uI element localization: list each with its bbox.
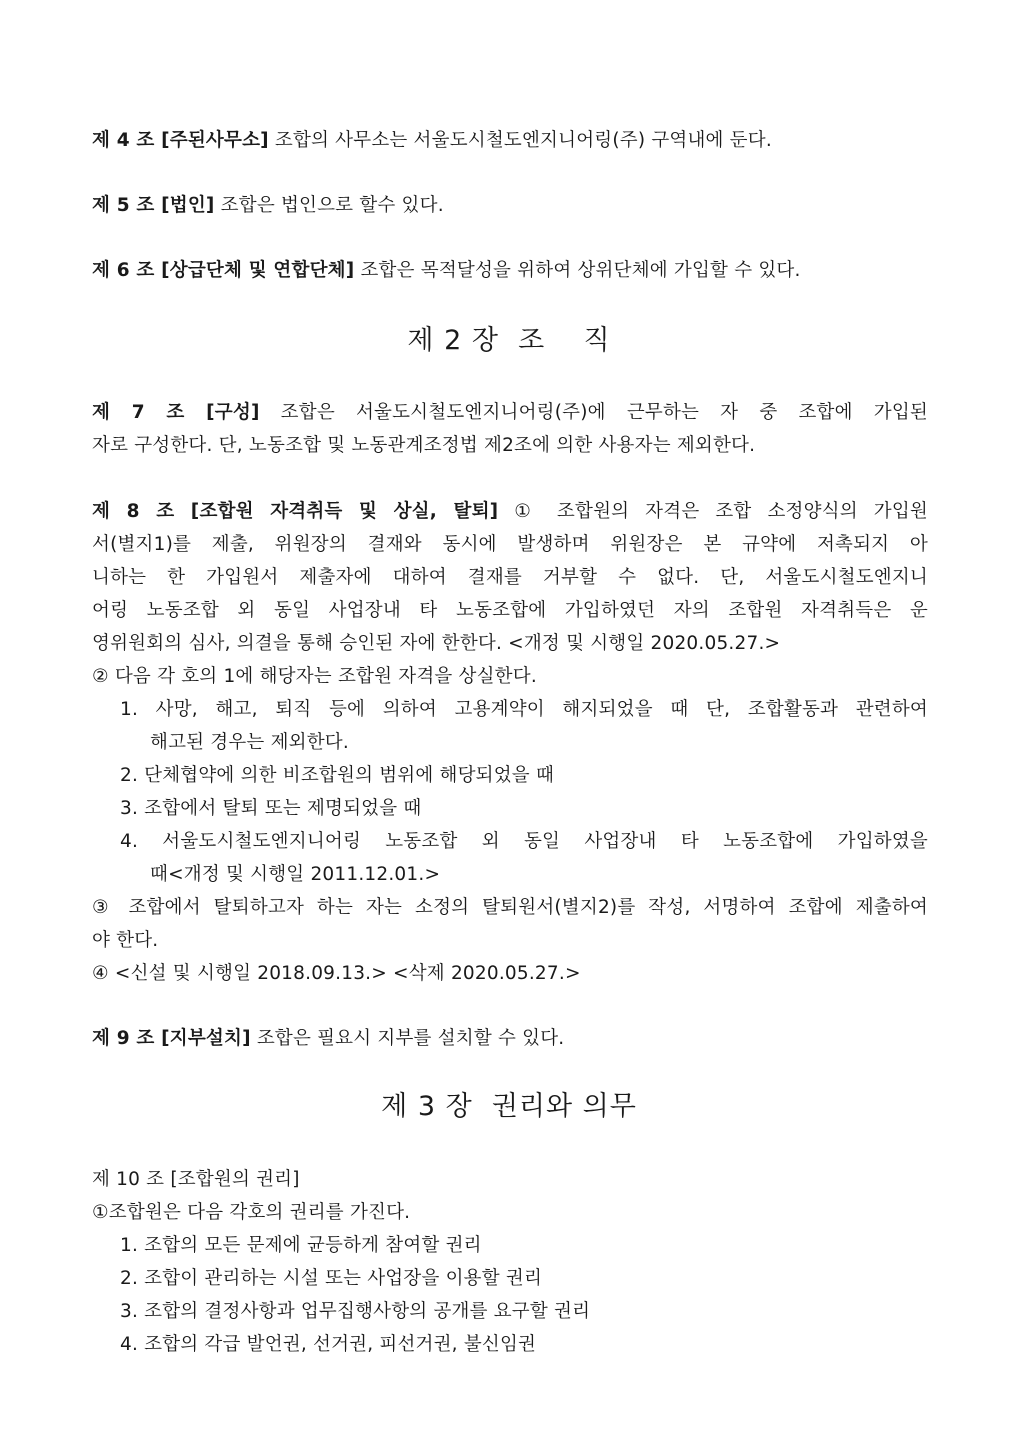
article-8-line-3: 니하는 한 가입원서 제출자에 대하여 결재를 거부할 수 없다. 단, 서울도시철도엔지니 xyxy=(92,567,928,588)
article-10-item-4: 4. 조합의 각급 발언권, 선거권, 피선거권, 불신임권 xyxy=(120,1334,537,1355)
article-8-line-4: 어링 노동조합 외 동일 사업장내 타 노동조합에 가입하였던 자의 조합원 자격취득은 운 xyxy=(92,600,928,621)
article-10-heading: 제 10 조 [조합원의 권리] xyxy=(92,1169,300,1190)
chapter-2-title: 제 2 장 조 직 xyxy=(407,325,611,356)
article-8-paragraph-4: ④ <신설 및 시행일 2018.09.13.> <삭제 2020.05.27.> xyxy=(92,963,581,984)
article-8-item-4-cont: 때<개정 및 시행일 2011.12.01.> xyxy=(150,864,441,885)
article-8-text: ① 조합원의 자격은 조합 소정양식의 가입원 xyxy=(498,501,929,522)
article-8-item-2: 2. 단체협약에 의한 비조합원의 범위에 해당되었을 때 xyxy=(120,765,555,786)
article-7-heading: 제 7 조 [구성] xyxy=(92,402,260,423)
article-6 xyxy=(92,254,928,287)
article-8-line-1 xyxy=(92,495,928,528)
article-8-paragraph-2: ② 다음 각 호의 1에 해당자는 조합원 자격을 상실한다. xyxy=(92,666,537,687)
article-8-paragraph-3-cont: 야 한다. xyxy=(92,930,159,951)
article-4 xyxy=(92,124,928,157)
article-8-line-5: 영위원회의 심사, 의결을 통해 승인된 자에 한한다. <개정 및 시행일 2020.05.27.> xyxy=(92,633,781,654)
article-8-item-1: 1. 사망, 해고, 퇴직 등에 의하여 고용계약이 해지되었을 때 단, 조합활동과 관련하여 xyxy=(120,699,928,720)
article-5-text: 조합은 법인으로 할수 있다. xyxy=(214,195,444,216)
article-8-item-4: 4. 서울도시철도엔지니어링 노동조합 외 동일 사업장내 타 노동조합에 가입하였을 xyxy=(120,831,928,852)
article-5 xyxy=(92,189,928,222)
article-5-heading: 제 5 조 [법인] xyxy=(92,195,215,216)
article-9 xyxy=(92,1022,928,1055)
article-7-line-1 xyxy=(92,396,928,429)
chapter-3-title: 제 3 장 권리와 의무 xyxy=(381,1091,637,1122)
article-6-heading: 제 6 조 [상급단체 및 연합단체] xyxy=(92,260,355,281)
article-10-paragraph-1: ①조합원은 다음 각호의 권리를 가진다. xyxy=(92,1202,411,1223)
article-8-heading: 제 8 조 [조합원 자격취득 및 상실, 탈퇴] xyxy=(92,501,499,522)
article-6-text: 조합은 목적달성을 위하여 상위단체에 가입할 수 있다. xyxy=(354,260,801,281)
article-8-paragraph-3: ③ 조합에서 탈퇴하고자 하는 자는 소정의 탈퇴원서(별지2)를 작성, 서명하여 조합에 제출하여 xyxy=(92,897,928,918)
article-9-text: 조합은 필요시 지부를 설치할 수 있다. xyxy=(250,1028,565,1049)
article-10-item-2: 2. 조합이 관리하는 시설 또는 사업장을 이용할 권리 xyxy=(120,1268,543,1289)
article-4-text: 조합의 사무소는 서울도시철도엔지니어링(주) 구역내에 둔다. xyxy=(268,130,772,151)
article-10-item-1: 1. 조합의 모든 문제에 균등하게 참여할 권리 xyxy=(120,1235,482,1256)
article-7-line-2: 자로 구성한다. 단, 노동조합 및 노동관계조정법 제2조에 의한 사용자는 제외한다. xyxy=(92,435,756,456)
article-8-line-2: 서(별지1)를 제출, 위원장의 결재와 동시에 발생하며 위원장은 본 규약에 저촉되지 아 xyxy=(92,534,928,555)
article-9-heading: 제 9 조 [지부설치] xyxy=(92,1028,251,1049)
article-10-item-3: 3. 조합의 결정사항과 업무집행사항의 공개를 요구할 권리 xyxy=(120,1301,591,1322)
article-4-heading: 제 4 조 [주된사무소] xyxy=(92,130,269,151)
article-8-item-1-cont: 해고된 경우는 제외한다. xyxy=(150,732,349,753)
article-7-text: 조합은 서울도시철도엔지니어링(주)에 근무하는 자 중 조합에 가입된 xyxy=(259,402,928,423)
article-8-item-3: 3. 조합에서 탈퇴 또는 제명되었을 때 xyxy=(120,798,422,819)
